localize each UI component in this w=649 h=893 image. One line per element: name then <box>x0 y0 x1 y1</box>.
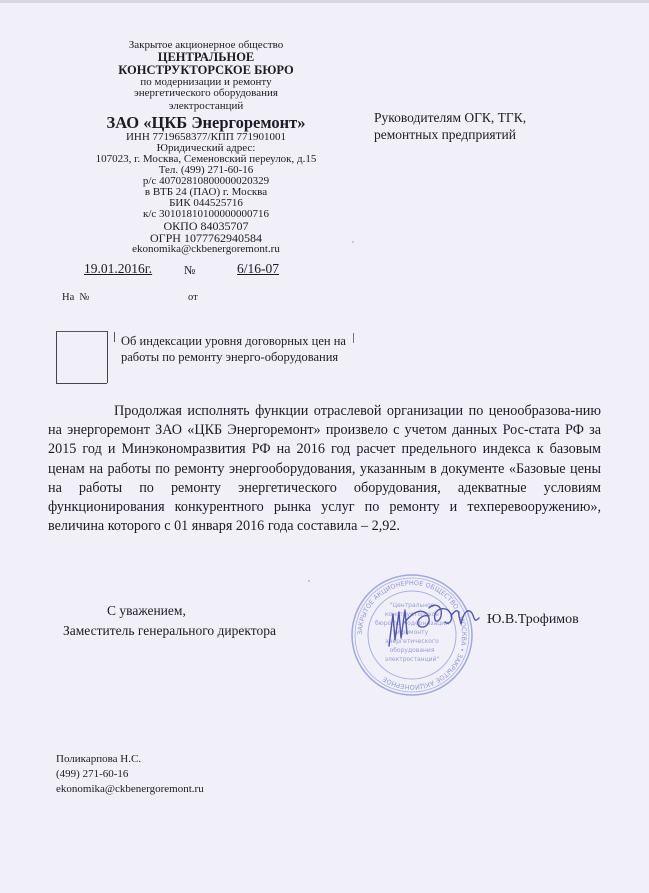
legal-address: 107023, г. Москва, Семеновский переулок, д.15 <box>95 153 317 165</box>
svg-text:ЗАКРЫТОЕ АКЦИОНЕРНОЕ ОБЩЕСТВО: ЗАКРЫТОЕ АКЦИОНЕРНОЕ ОБЩЕСТВО • МОСКВА • ЗАКРЫТОЕ АКЦИОНЕРНОЕ <box>355 578 469 692</box>
contact-email[interactable]: ekonomika@ckbenergoremont.ru <box>56 783 204 795</box>
reference-from-label: от <box>188 292 198 303</box>
org-corr-account: к/с 30101810100000000716 <box>142 208 270 220</box>
svg-text:энергетического: энергетического <box>385 638 439 645</box>
org-purpose-line3: электростанций <box>168 100 244 112</box>
letter-subject: Об индексации уровня договорных цен на работы по ремонту энерго-оборудования <box>121 334 346 364</box>
svg-text:конструкторское: конструкторское <box>384 611 440 618</box>
contact-block <box>56 752 204 797</box>
org-bik: БИК 044525716 <box>169 197 243 209</box>
org-inn: ИНН 7719658377/КПП 771901001 <box>125 131 287 143</box>
contact-phone: (499) 271-60-16 <box>56 768 129 780</box>
registration-number: 6/16-07 <box>237 261 279 276</box>
letterhead <box>75 40 337 255</box>
org-purpose-line1: по модернизации и ремонту <box>140 76 272 88</box>
svg-text:оборудования: оборудования <box>389 647 435 654</box>
signer-position: Заместитель генерального директора <box>63 623 276 638</box>
svg-text:"Центральное: "Центральное <box>389 602 435 609</box>
svg-text:и ремонту: и ремонту <box>395 629 429 636</box>
reference-number-label: На № <box>62 292 90 303</box>
addressee <box>374 109 526 143</box>
svg-text:бюро по модернизации: бюро по модернизации <box>374 620 450 627</box>
addressee-line1: Руководителям ОГК, ТГК, <box>374 110 527 125</box>
handwritten-signature <box>385 600 485 650</box>
org-account: р/с 40702810800000020329 <box>142 175 270 187</box>
letter-body: Продолжая исполнять функции отраслевой организации по ценообразова-нию на энергоремонт ЗАО «ЦКБ Энергоремонт» произвело с учетом данных Рос-стата РФ за 2015 год и Минэкономразвития РФ на 2016 год расчет предельного индекса к базовым ценам на работы по ремонту энергооборудования, указанным в документе «Базовые цены на работы по ремонту энергетического оборудования, адекватные условиям функционирования конкурентного рынка услуг по ремонту и техперевооружению», величина которого с 01 января 2016 года составила – 2,92. <box>48 403 601 535</box>
scan-speck <box>308 580 310 582</box>
org-purpose-line2: энергетического оборудования <box>134 87 278 99</box>
addressee-line2: ремонтных предприятий <box>374 127 516 142</box>
org-phone: Тел. (499) 271-60-16 <box>158 164 254 176</box>
registration-number-sign: № <box>184 263 196 277</box>
scan-speck <box>352 241 354 243</box>
legal-address-label: Юридический адрес: <box>156 142 256 154</box>
subject-bracket-left <box>114 332 115 342</box>
page-top-edge <box>0 0 649 3</box>
org-name-line1: ЦЕНТРАЛЬНОЕ <box>157 50 255 64</box>
subject-bracket-right <box>353 333 354 343</box>
org-ogrn: ОГРН 1077762940584 <box>150 231 262 245</box>
org-okpo: ОКПО 84035707 <box>163 219 249 233</box>
org-bank: в ВТБ 24 (ПАО) г. Москва <box>144 186 268 198</box>
org-type: Закрытое акционерное общество <box>128 39 284 51</box>
signer-name: Ю.В.Трофимов <box>487 612 579 627</box>
org-email[interactable]: ekonomika@ckbenergoremont.ru <box>132 243 280 255</box>
org-brand: ЗАО «ЦКБ Энергоремонт» <box>106 113 306 132</box>
svg-text:электростанций": электростанций" <box>384 656 440 663</box>
subject-corner-mark <box>56 331 107 384</box>
closing-regards: С уважением, <box>107 603 186 618</box>
registration-date: 19.01.2016г. <box>84 261 153 276</box>
org-name-line2: КОНСТРУКТОРСКОЕ БЮРО <box>118 63 294 77</box>
contact-name: Поликарпова Н.С. <box>56 753 142 765</box>
